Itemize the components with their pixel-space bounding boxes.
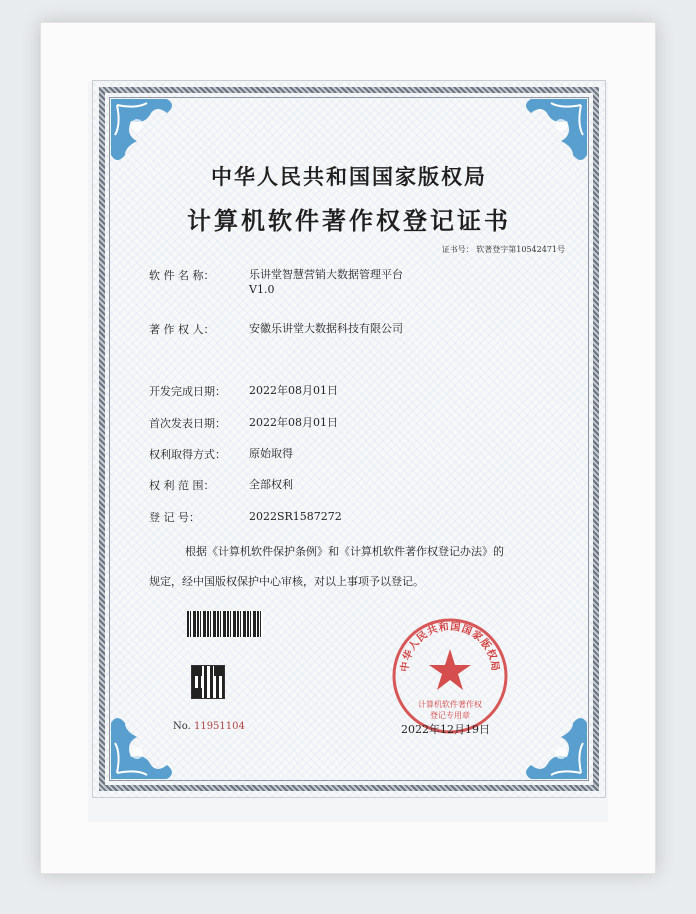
certificate bbox=[92, 80, 606, 798]
official-seal bbox=[389, 615, 511, 737]
field-value: 全部权利 bbox=[249, 478, 293, 491]
field-value: 2022SR1587272 bbox=[249, 510, 342, 523]
star-icon bbox=[429, 649, 471, 690]
field-rights-scope bbox=[149, 477, 293, 493]
seal-arc-text: 中华人民共和国国家版权局 bbox=[399, 621, 501, 673]
issuing-authority: 中华人民共和国国家版权局 bbox=[211, 164, 487, 189]
corner-ornament-icon bbox=[107, 697, 193, 783]
field-label: 软 件 名 称： bbox=[149, 269, 215, 282]
certificate-number: 证书号： 软著登字第10542471号 bbox=[441, 245, 565, 254]
seal-inner-line1: 计算机软件著作权 bbox=[418, 700, 482, 709]
corner-ornament-icon bbox=[505, 697, 591, 783]
field-acquisition-method bbox=[149, 446, 293, 462]
field-value: 安徽乐讲堂大数据科技有限公司 bbox=[249, 322, 403, 335]
certificate-title: 计算机软件著作权登记证书 bbox=[187, 206, 511, 235]
field-label: 登 记 号： bbox=[149, 511, 200, 524]
field-software-name bbox=[149, 267, 403, 297]
field-label: 著 作 权 人： bbox=[149, 323, 215, 336]
field-label: 权利取得方式： bbox=[149, 448, 226, 461]
field-publication-date bbox=[149, 415, 338, 431]
legal-statement-line1: 根据《计算机软件保护条例》和《计算机软件著作权登记办法》的 bbox=[185, 545, 504, 558]
certificate-inner-border bbox=[109, 97, 589, 781]
qr-code bbox=[191, 665, 225, 699]
field-copyright-owner bbox=[149, 321, 403, 337]
serial-prefix: No. bbox=[173, 721, 191, 732]
field-value: 2022年08月01日 bbox=[249, 416, 338, 429]
field-value-version: V1.0 bbox=[249, 283, 275, 296]
issue-date: 2022年12月19日 bbox=[401, 723, 490, 736]
serial-value: 11951104 bbox=[193, 721, 245, 732]
field-value: 原始取得 bbox=[249, 447, 293, 460]
field-value: 乐讲堂智慧营销大数据管理平台 bbox=[249, 268, 403, 281]
barcode bbox=[187, 611, 263, 637]
serial-number bbox=[173, 721, 245, 732]
field-value: 2022年08月01日 bbox=[249, 384, 338, 397]
field-label: 开发完成日期： bbox=[149, 385, 226, 398]
field-label: 首次发表日期： bbox=[149, 417, 226, 430]
seal-inner-line2: 登记专用章 bbox=[430, 711, 470, 720]
field-completion-date bbox=[149, 383, 338, 399]
legal-statement-line2: 规定，经中国版权保护中心审核，对以上事项予以登记。 bbox=[149, 575, 424, 588]
field-label: 权 利 范 围： bbox=[149, 479, 215, 492]
field-registration-number bbox=[149, 509, 342, 525]
legal-statement bbox=[149, 537, 569, 597]
